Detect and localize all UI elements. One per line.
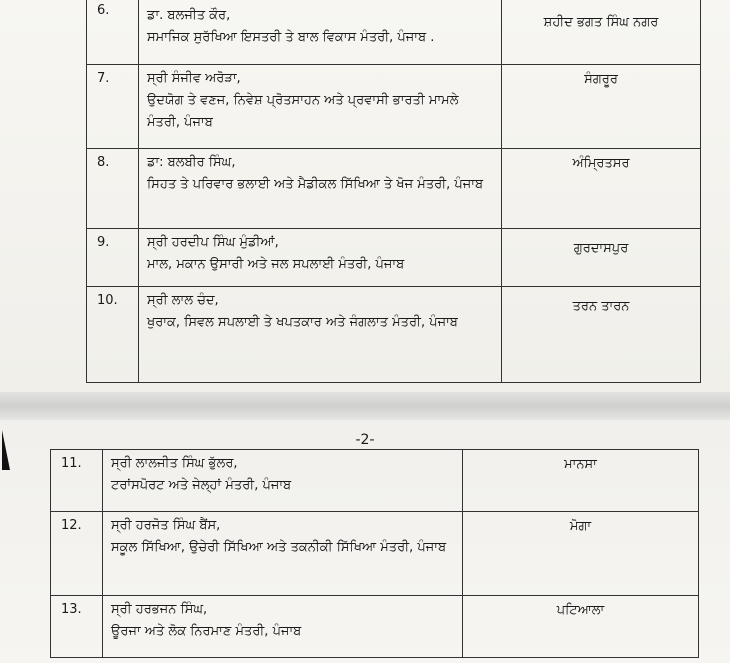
table-row [87, 0, 701, 65]
minister-cell [139, 65, 502, 149]
district-cell: ਸੰਗਰੂਰ [502, 65, 701, 149]
row-number: 13. [51, 596, 103, 658]
table-row [87, 65, 701, 149]
district-cell: ਗੁਰਦਾਸਪੁਰ [502, 229, 701, 287]
minister-portfolio: ਸਿਹਤ ਤੇ ਪਰਿਵਾਰ ਭਲਾਈ ਅਤੇ ਮੈਡੀਕਲ ਸਿੱਖਿਆ ਤੇ ਖੋਜ ਮੰਤਰੀ, ਪੰਜਾਬ [147, 177, 484, 192]
minister-cell [103, 450, 463, 512]
minister-name: ਸ੍ਰੀ ਹਰਜੋਤ ਸਿੰਘ ਬੈਂਸ, [111, 518, 221, 533]
page-gap [0, 392, 730, 420]
minister-portfolio: ਟਰਾਂਸਪੋਰਟ ਅਤੇ ਜੇਲ੍ਹਾਂ ਮੰਤਰੀ, ਪੰਜਾਬ [111, 478, 292, 493]
district-cell: ਮੋਗਾ [463, 512, 699, 596]
district-cell: ਪਟਿਆਲਾ [463, 596, 699, 658]
minister-cell [103, 512, 463, 596]
minister-portfolio: ਊਰਜਾ ਅਤੇ ਲੋਕ ਨਿਰਮਾਣ ਮੰਤਰੀ, ਪੰਜਾਬ [111, 624, 302, 639]
table-row [51, 596, 699, 658]
table-row [87, 229, 701, 287]
minister-name: ਸ੍ਰੀ ਲਾਲਜੀਤ ਸਿੰਘ ਭੁੱਲਰ, [111, 456, 238, 471]
minister-portfolio: ਸਕੂਲ ਸਿੱਖਿਆ, ਉਚੇਰੀ ਸਿੱਖਿਆ ਅਤੇ ਤਕਨੀਕੀ ਸਿੱਖਿਆ ਮੰਤਰੀ, ਪੰਜਾਬ [111, 540, 447, 555]
district-cell: ਸ਼ਹੀਦ ਭਗਤ ਸਿੰਘ ਨਗਰ [502, 0, 701, 65]
minister-name: ਡਾ: ਬਲਬੀਰ ਸਿੰਘ, [147, 155, 236, 170]
row-number: 7. [87, 65, 139, 149]
district-cell: ਮਾਨਸਾ [463, 450, 699, 512]
page-number: -2- [355, 432, 375, 448]
table-row [51, 450, 699, 512]
minister-portfolio: ਉਦਯੋਗ ਤੇ ਵਣਜ, ਨਿਵੇਸ਼ ਪ੍ਰੋਤਸਾਹਨ ਅਤੇ ਪ੍ਰਵਾਸੀ ਭਾਰਤੀ ਮਾਮਲੇ ਮੰਤਰੀ, ਪੰਜਾਬ [147, 93, 459, 130]
row-number: 11. [51, 450, 103, 512]
minister-name: ਡਾ. ਬਲਜੀਤ ਕੌਰ, [147, 8, 231, 23]
table-row [87, 287, 701, 383]
minister-cell [139, 149, 502, 229]
district-cell: ਤਰਨ ਤਾਰਨ [502, 287, 701, 383]
ministers-table-bottom [50, 449, 699, 658]
minister-portfolio: ਸਮਾਜਿਕ ਸੁਰੱਖਿਆ ਇਸਤਰੀ ਤੇ ਬਾਲ ਵਿਕਾਸ ਮੰਤਰੀ, ਪੰਜਾਬ . [147, 30, 435, 45]
row-number: 10. [87, 287, 139, 383]
minister-name: ਸ੍ਰੀ ਹਰਦੀਪ ਸਿੰਘ ਮੁੰਡੀਆਂ, [147, 235, 279, 250]
minister-portfolio: ਖੁਰਾਕ, ਸਿਵਲ ਸਪਲਾਈ ਤੇ ਖਪਤਕਾਰ ਅਤੇ ਜੰਗਲਾਤ ਮੰਤਰੀ, ਪੰਜਾਬ [147, 315, 458, 330]
row-number: 6. [87, 0, 139, 65]
table-row [51, 512, 699, 596]
minister-cell [103, 596, 463, 658]
row-number: 12. [51, 512, 103, 596]
table-row [87, 149, 701, 229]
minister-portfolio: ਮਾਲ, ਮਕਾਨ ਉਸਾਰੀ ਅਤੇ ਜਲ ਸਪਲਾਈ ਮੰਤਰੀ, ਪੰਜਾਬ [147, 257, 405, 272]
minister-name: ਸ੍ਰੀ ਲਾਲ ਚੰਦ, [147, 293, 219, 308]
minister-cell [139, 0, 502, 65]
ministers-table-top [86, 0, 701, 383]
minister-name: ਸ੍ਰੀ ਸੰਜੀਵ ਅਰੋੜਾ, [147, 71, 241, 86]
minister-cell [139, 229, 502, 287]
minister-name: ਸ੍ਰੀ ਹਰਭਜਨ ਸਿੰਘ, [111, 602, 208, 617]
row-number: 8. [87, 149, 139, 229]
district-cell: ਅੰਮ੍ਰਿਤਸਰ [502, 149, 701, 229]
minister-cell [139, 287, 502, 383]
row-number: 9. [87, 229, 139, 287]
